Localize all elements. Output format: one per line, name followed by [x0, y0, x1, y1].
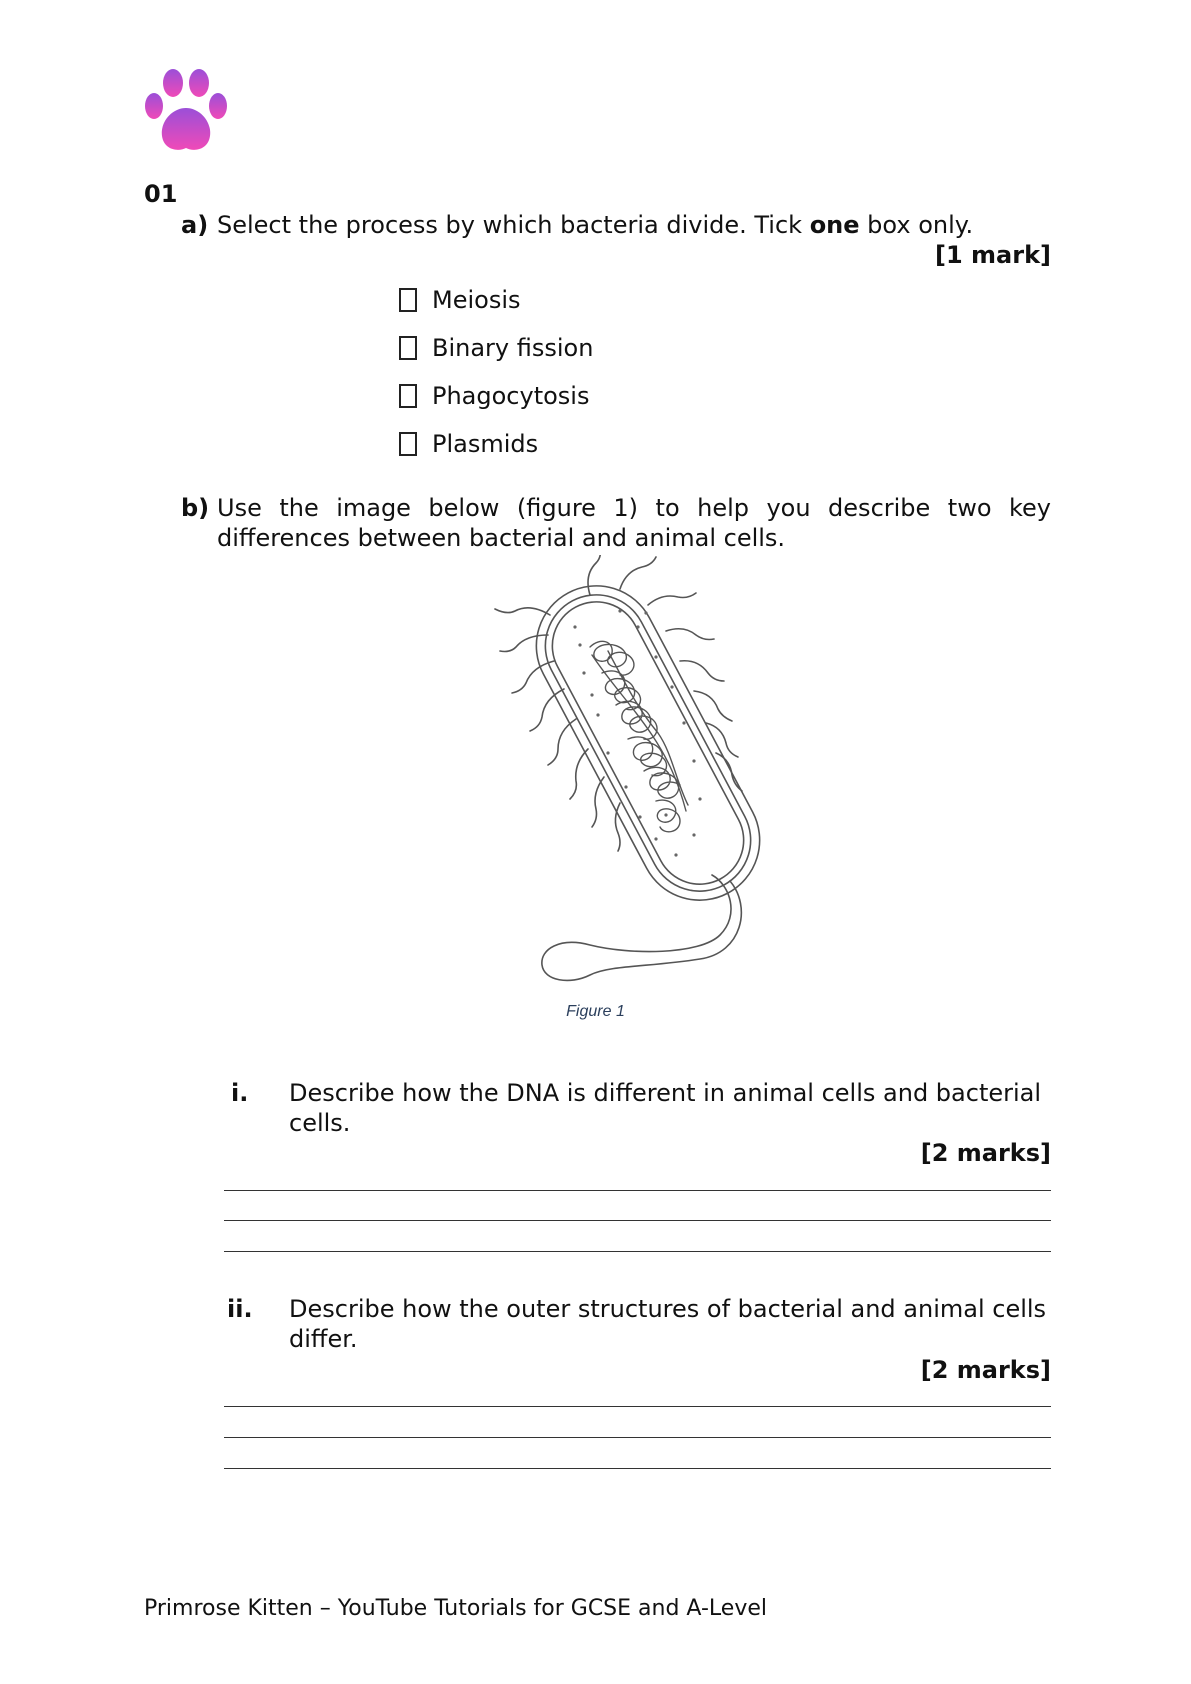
option-label: Phagocytosis	[432, 382, 590, 410]
sub-question-ii-text: Describe how the outer structures of bacterial and animal cells differ.	[289, 1295, 1047, 1353]
answer-line[interactable]	[224, 1468, 1051, 1469]
tick-box[interactable]	[399, 336, 417, 360]
sub-question-ii-numeral: ii.	[227, 1295, 253, 1323]
bacterial-cell-diagram	[480, 555, 800, 995]
part-a-question	[217, 210, 973, 240]
page-footer: Primrose Kitten – YouTube Tutorials for GCSE and A-Level	[144, 1596, 767, 1621]
option-plasmids[interactable]	[399, 429, 538, 459]
option-binary-fission[interactable]	[399, 333, 593, 363]
figure-caption: Figure 1	[566, 1003, 625, 1020]
answer-line[interactable]	[224, 1220, 1051, 1221]
tick-box[interactable]	[399, 288, 417, 312]
paw-print-logo-icon	[142, 66, 232, 156]
part-a-text-emphasis: one	[809, 211, 860, 239]
answer-line[interactable]	[224, 1406, 1051, 1407]
sub-question-ii-marks: [2 marks]	[920, 1356, 1051, 1384]
answer-line[interactable]	[224, 1251, 1051, 1252]
sub-question-i-marks: [2 marks]	[920, 1139, 1051, 1167]
part-b-question: Use the image below (figure 1) to help you describe two key differences between bacterial and animal cells.	[217, 494, 1051, 552]
option-phagocytosis[interactable]	[399, 381, 589, 411]
option-label: Binary fission	[432, 334, 594, 362]
part-a-marks: [1 mark]	[935, 241, 1051, 269]
sub-question-i-numeral: i.	[231, 1079, 249, 1107]
part-b-letter: b)	[181, 494, 210, 522]
part-a-text-after: box only.	[859, 211, 974, 239]
option-label: Plasmids	[432, 430, 539, 458]
part-a-letter: a)	[181, 211, 209, 239]
tick-box[interactable]	[399, 432, 417, 456]
option-label: Meiosis	[432, 286, 521, 314]
question-number: 01	[144, 180, 178, 208]
part-a-text-before: Select the process by which bacteria divide. Tick	[217, 211, 810, 239]
tick-box[interactable]	[399, 384, 417, 408]
answer-line[interactable]	[224, 1190, 1051, 1191]
sub-question-i-text: Describe how the DNA is different in animal cells and bacterial cells.	[289, 1079, 1042, 1137]
option-meiosis[interactable]	[399, 285, 521, 315]
answer-line[interactable]	[224, 1437, 1051, 1438]
